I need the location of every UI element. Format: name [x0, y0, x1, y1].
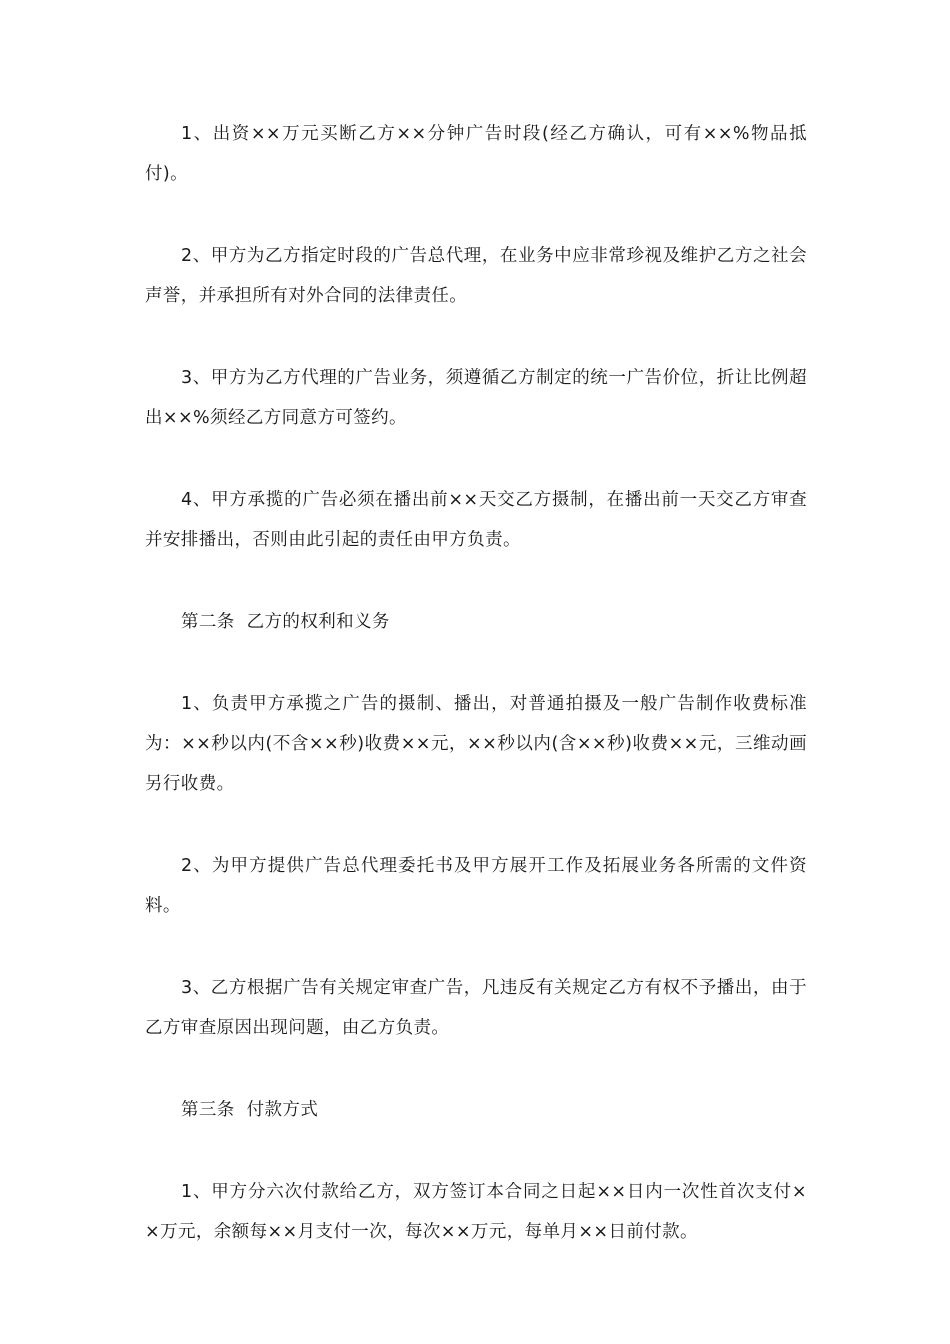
paragraph-clause-2-2: 2、为甲方提供广告总代理委托书及甲方展开工作及拓展业务各所需的文件资料。 [145, 856, 807, 916]
document-body [145, 114, 807, 1294]
section-heading-article-3: 第三条 付款方式 [181, 1100, 319, 1120]
paragraph-clause-1-1: 1、出资××万元买断乙方××分钟广告时段(经乙方确认，可有××%物品抵付)。 [145, 124, 807, 184]
paragraph-clause-2-1: 1、负责甲方承揽之广告的摄制、播出，对普通拍摄及一般广告制作收费标准为：××秒以内(不含××秒)收费××元，××秒以内(含××秒)收费××元，三维动画另行收费。 [145, 694, 807, 794]
paragraph-clause-1-2: 2、甲方为乙方指定时段的广告总代理，在业务中应非常珍视及维护乙方之社会声誉，并承担所有对外合同的法律责任。 [145, 246, 807, 306]
paragraph-clause-1-4: 4、甲方承揽的广告必须在播出前××天交乙方摄制，在播出前一天交乙方审查并安排播出，否则由此引起的责任由甲方负责。 [145, 490, 807, 550]
paragraph-clause-1-3: 3、甲方为乙方代理的广告业务，须遵循乙方制定的统一广告价位，折让比例超出××%须经乙方同意方可签约。 [145, 368, 807, 428]
section-heading-article-2: 第二条 乙方的权利和义务 [181, 612, 390, 632]
paragraph-clause-2-3: 3、乙方根据广告有关规定审查广告，凡违反有关规定乙方有权不予播出，由于乙方审查原因出现问题，由乙方负责。 [145, 978, 807, 1038]
paragraph-clause-3-1: 1、甲方分六次付款给乙方，双方签订本合同之日起××日内一次性首次支付××万元，余额每××月支付一次，每次××万元，每单月××日前付款。 [145, 1182, 807, 1242]
